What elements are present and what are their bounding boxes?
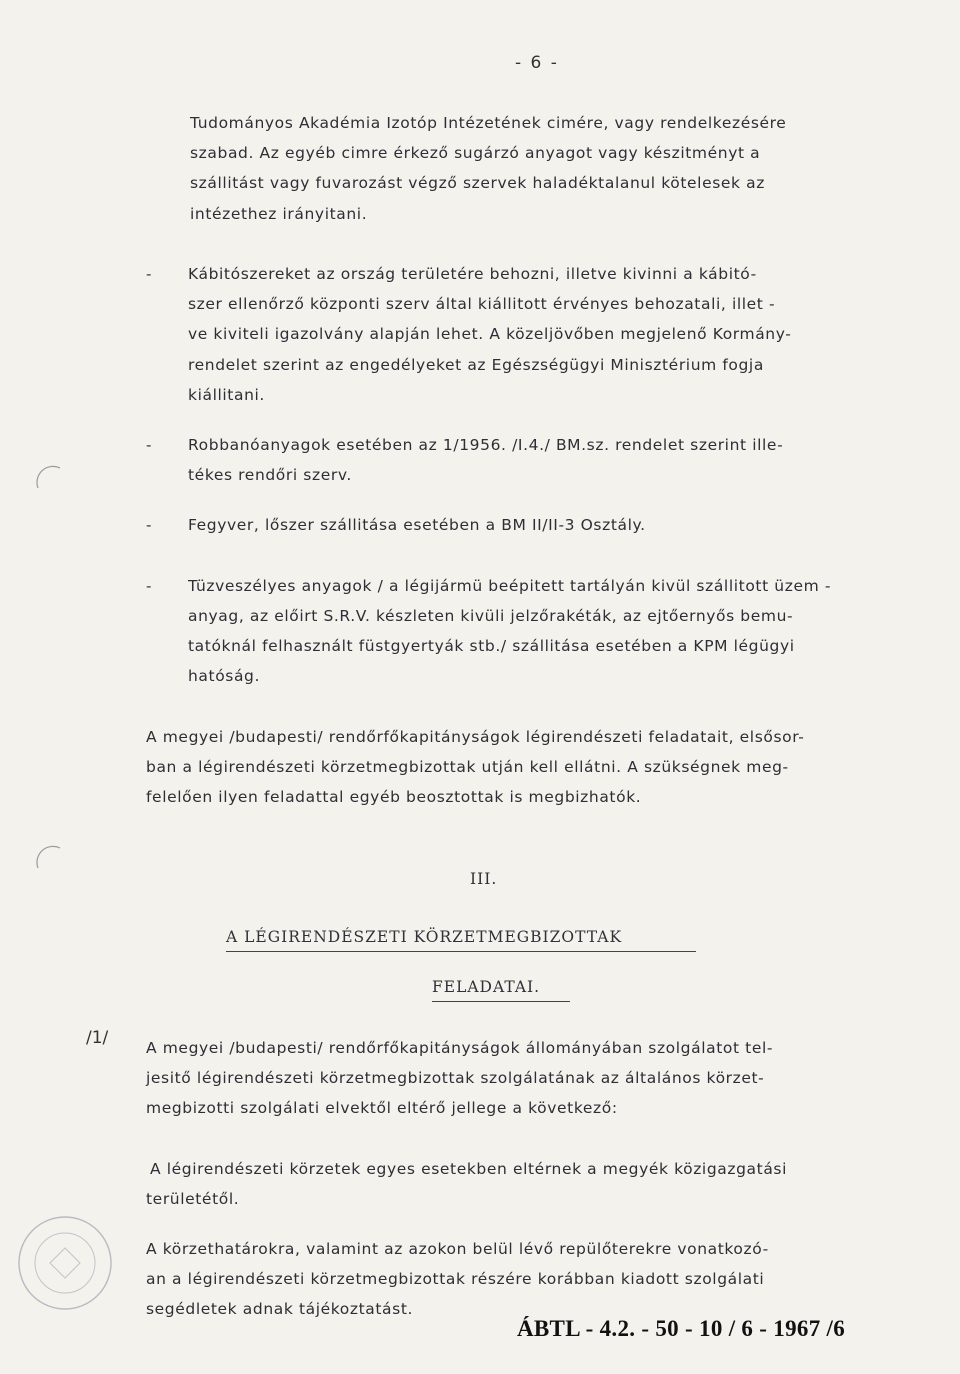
paragraph-label: /1/ — [86, 1028, 109, 1048]
body-line: segédletek adnak tájékoztatást. — [146, 1300, 414, 1318]
bullet-line: anyag, az előirt S.R.V. készleten kivüli jelzőrakéták, az ejtőernyős bemu- — [188, 607, 794, 625]
body-line: megbizotti szolgálati elvektől eltérő jellege a következő: — [146, 1099, 618, 1117]
page-number: - 6 - — [515, 53, 559, 73]
bullet-dash: - — [146, 436, 152, 454]
bullet-line: Kábitószereket az ország területére behozni, illetve kivinni a kábitó- — [188, 265, 757, 283]
body-line: A megyei /budapesti/ rendőrfőkapitányságok állományában szolgálatot tel- — [146, 1039, 774, 1057]
intro-line: szabad. Az egyéb cimre érkező sugárzó anyagot vagy készitményt a — [190, 144, 761, 162]
intro-line: Tudományos Akadémia Izotóp Intézetének cimére, vagy rendelkezésére — [190, 114, 787, 132]
section-title: A LÉGIRENDÉSZETI KÖRZETMEGBIZOTTAK — [226, 928, 623, 946]
body-line: A körzethatárokra, valamint az azokon belül lévő repülőterekre vonatkozó- — [146, 1240, 769, 1258]
bullet-line: ve kiviteli igazolvány alapján lehet. A közeljövőben megjelenő Kormány- — [188, 325, 792, 343]
section-numeral: III. — [470, 870, 498, 888]
bullet-line: tékes rendőri szerv. — [188, 466, 352, 484]
bullet-dash: - — [146, 265, 152, 283]
section-title-underline — [226, 951, 696, 952]
bullet-line: hatóság. — [188, 667, 261, 685]
intro-line: intézethez irányitani. — [190, 205, 368, 223]
archive-reference: ÁBTL - 4.2. - 50 - 10 / 6 - 1967 /6 — [517, 1316, 846, 1341]
bullet-line: szer ellenőrző központi szerv által kiállitott érvényes behozatali, illet - — [188, 295, 776, 313]
body-line: felelően ilyen feladattal egyéb beosztottak is megbizhatók. — [146, 788, 642, 806]
bullet-dash: - — [146, 516, 152, 534]
body-line: területétől. — [146, 1190, 240, 1208]
archive-stamp-icon — [10, 1208, 120, 1318]
bullet-line: kiállitani. — [188, 386, 265, 404]
bullet-line: Robbanóanyagok esetében az 1/1956. /I.4./ BM.sz. rendelet szerint ille- — [188, 436, 784, 454]
section-subtitle-underline — [432, 1001, 570, 1002]
body-line: jesitő légirendészeti körzetmegbizottak szolgálatának az általános körzet- — [146, 1069, 765, 1087]
body-line: ban a légirendészeti körzetmegbizottak utján kell ellátni. A szükségnek meg- — [146, 758, 789, 776]
body-line: an a légirendészeti körzetmegbizottak részére korábban kiadott szolgálati — [146, 1270, 765, 1288]
bullet-line: Fegyver, lőszer szállitása esetében a BM II/II-3 Osztály. — [188, 516, 646, 534]
bullet-line: tatóknál felhasznált füstgyertyák stb./ szállitása esetében a KPM légügyi — [188, 637, 795, 655]
body-line: A légirendészeti körzetek egyes esetekben eltérnek a megyék közigazgatási — [150, 1160, 788, 1178]
punch-hole-icon — [34, 462, 64, 492]
bullet-dash: - — [146, 577, 152, 595]
bullet-line: rendelet szerint az engedélyeket az Egészségügyi Minisztérium fogja — [188, 356, 764, 374]
body-line: A megyei /budapesti/ rendőrfőkapitányságok légirendészeti feladatait, elsősor- — [146, 728, 805, 746]
intro-line: szállitást vagy fuvarozást végző szervek haladéktalanul kötelesek az — [190, 174, 765, 192]
section-subtitle: FELADATAI. — [432, 978, 541, 996]
punch-hole-icon — [34, 842, 64, 872]
bullet-line: Tüzveszélyes anyagok / a légijármü beépitett tartályán kivül szállitott üzem - — [188, 577, 832, 595]
